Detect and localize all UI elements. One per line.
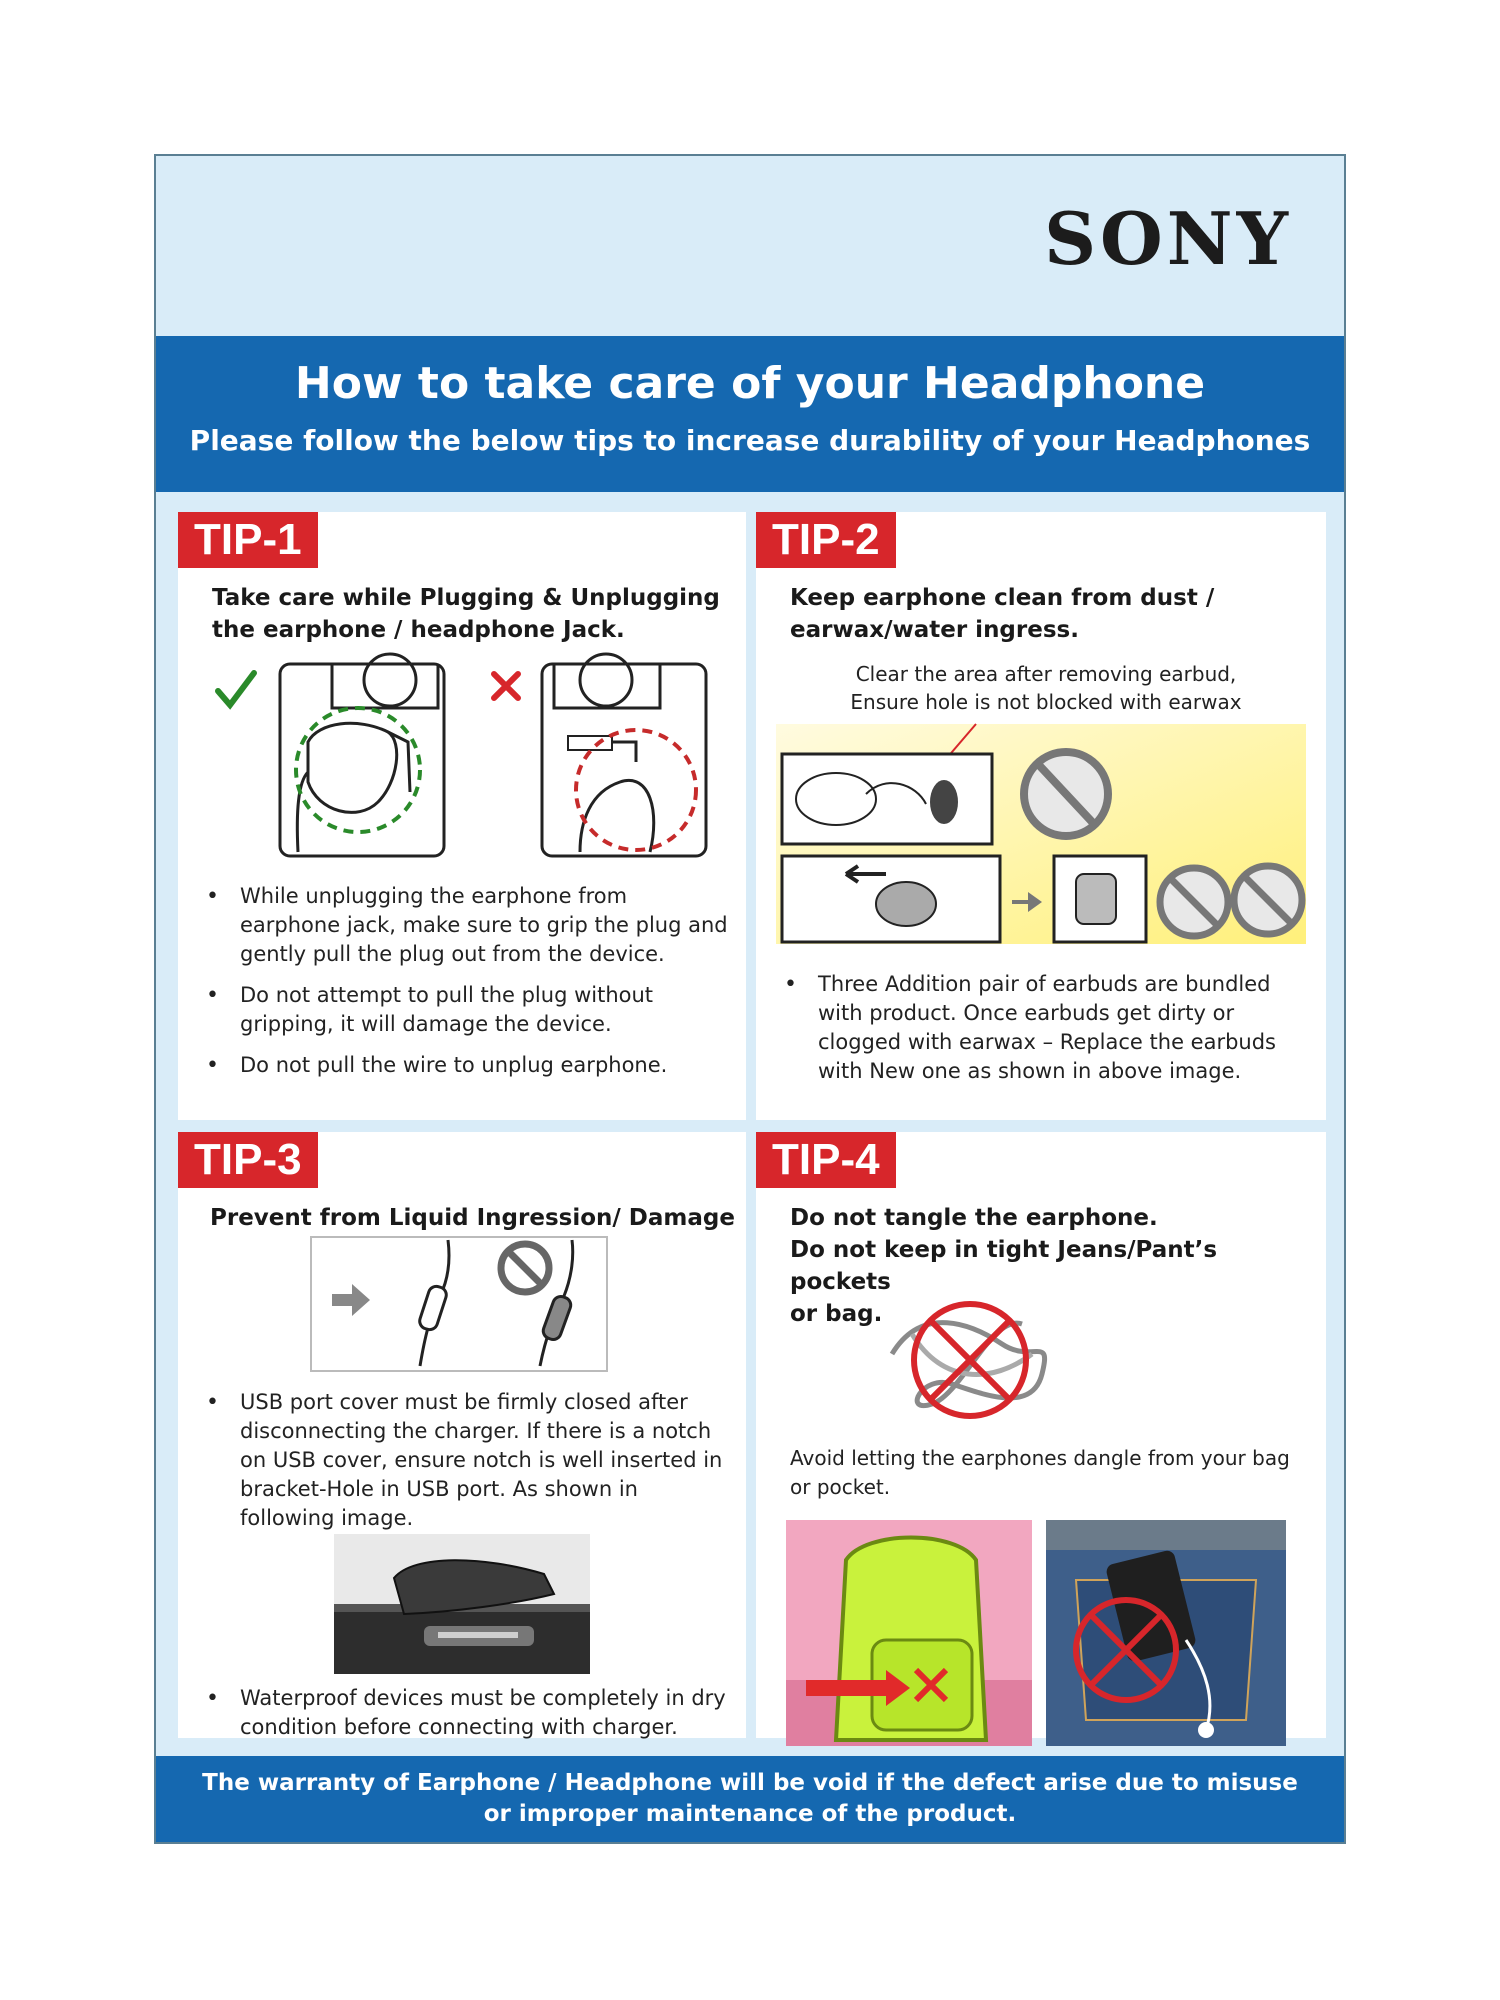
backpack-photo [786,1520,1032,1746]
tip-2-heading [790,582,1310,646]
check-icon [214,667,258,711]
cable-remote-illustration [310,1236,608,1372]
tip-3-card [178,1132,746,1738]
tip-4-heading-line1: Do not tangle the earphone. [790,1205,1158,1231]
tip-2-callout [816,660,1276,716]
warranty-footer [156,1756,1344,1842]
tip-4-heading-line3: or bag. [790,1301,883,1327]
earbud-replace-illustration [776,724,1306,944]
warranty-line2: or improper maintenance of the product. [483,1801,1017,1827]
tip-4-heading-line2: Do not keep in tight Jeans/Pant’s pockets [790,1237,1218,1295]
usb-cover-photo [334,1534,590,1674]
wrong-unplug-illustration [540,662,708,858]
tip-1-bullet: • Do not attempt to pull the plug without gripping, it will damage the device. [200,981,730,1039]
tip-2-callout-line2: Ensure hole is not blocked with earwax [850,690,1242,714]
tip-3-heading: Prevent from Liquid Ingression/ Damage [210,1205,735,1231]
page-subtitle: Please follow the below tips to increase durability of your Headphones [189,424,1311,457]
tip-2-bullets [778,970,1308,1098]
correct-unplug-illustration [278,662,446,858]
tip-1-heading-line2: the earphone / headphone Jack. [212,617,625,643]
warranty-line1: The warranty of Earphone / Headphone will be void if the defect arise due to misuse [202,1770,1298,1796]
tangled-earphone-illustration [882,1294,1062,1424]
title-band [156,336,1344,492]
page-title: How to take care of your Headphone [294,358,1206,409]
tip-1-heading-line1: Take care while Plugging & Unplugging [212,585,720,611]
care-sheet [154,154,1346,1844]
tip-4-card [756,1132,1326,1738]
tip-1-bullet: • While unplugging the earphone from earphone jack, make sure to grip the plug and gently pull the plug out from the device. [200,882,730,969]
logo-band [156,156,1344,336]
tip-1-card [178,512,746,1120]
tip-1-bullet: • Do not pull the wire to unplug earphone. [200,1051,730,1080]
tip-3-bullets [200,1388,730,1545]
tip-2-card [756,512,1326,1120]
tip-3-bullet: • Waterproof devices must be completely in dry condition before connecting with charger. [200,1684,730,1742]
tip-2-callout-line1: Clear the area after removing earbud, [855,662,1237,686]
tip-1-badge: TIP-1 [178,512,318,568]
tip-2-badge: TIP-2 [756,512,896,568]
jeans-pocket-photo [1046,1520,1286,1746]
tip-4-badge: TIP-4 [756,1132,896,1188]
sony-logo: SONY [1044,196,1292,281]
tip-4-note: Avoid letting the earphones dangle from your bag or pocket. [790,1446,1290,1499]
tip-2-bullet: • Three Addition pair of earbuds are bundled with product. Once earbuds get dirty or clogged with earwax – Replace the earbuds with New one as shown in above image. [778,970,1308,1086]
cross-icon [490,670,522,702]
tip-2-heading-line1: Keep earphone clean from dust / [790,585,1215,611]
tip-3-bullet: • USB port cover must be firmly closed after disconnecting the charger. If there is a notch on USB cover, ensure notch is well inserted in bracket-Hole in USB port. As shown in following image. [200,1388,730,1533]
tip-3-bullets-2 [200,1684,730,1754]
tip-1-heading [212,582,732,646]
tip-1-bullets [200,882,730,1092]
tip-3-badge: TIP-3 [178,1132,318,1188]
tip-2-heading-line2: earwax/water ingress. [790,617,1079,643]
